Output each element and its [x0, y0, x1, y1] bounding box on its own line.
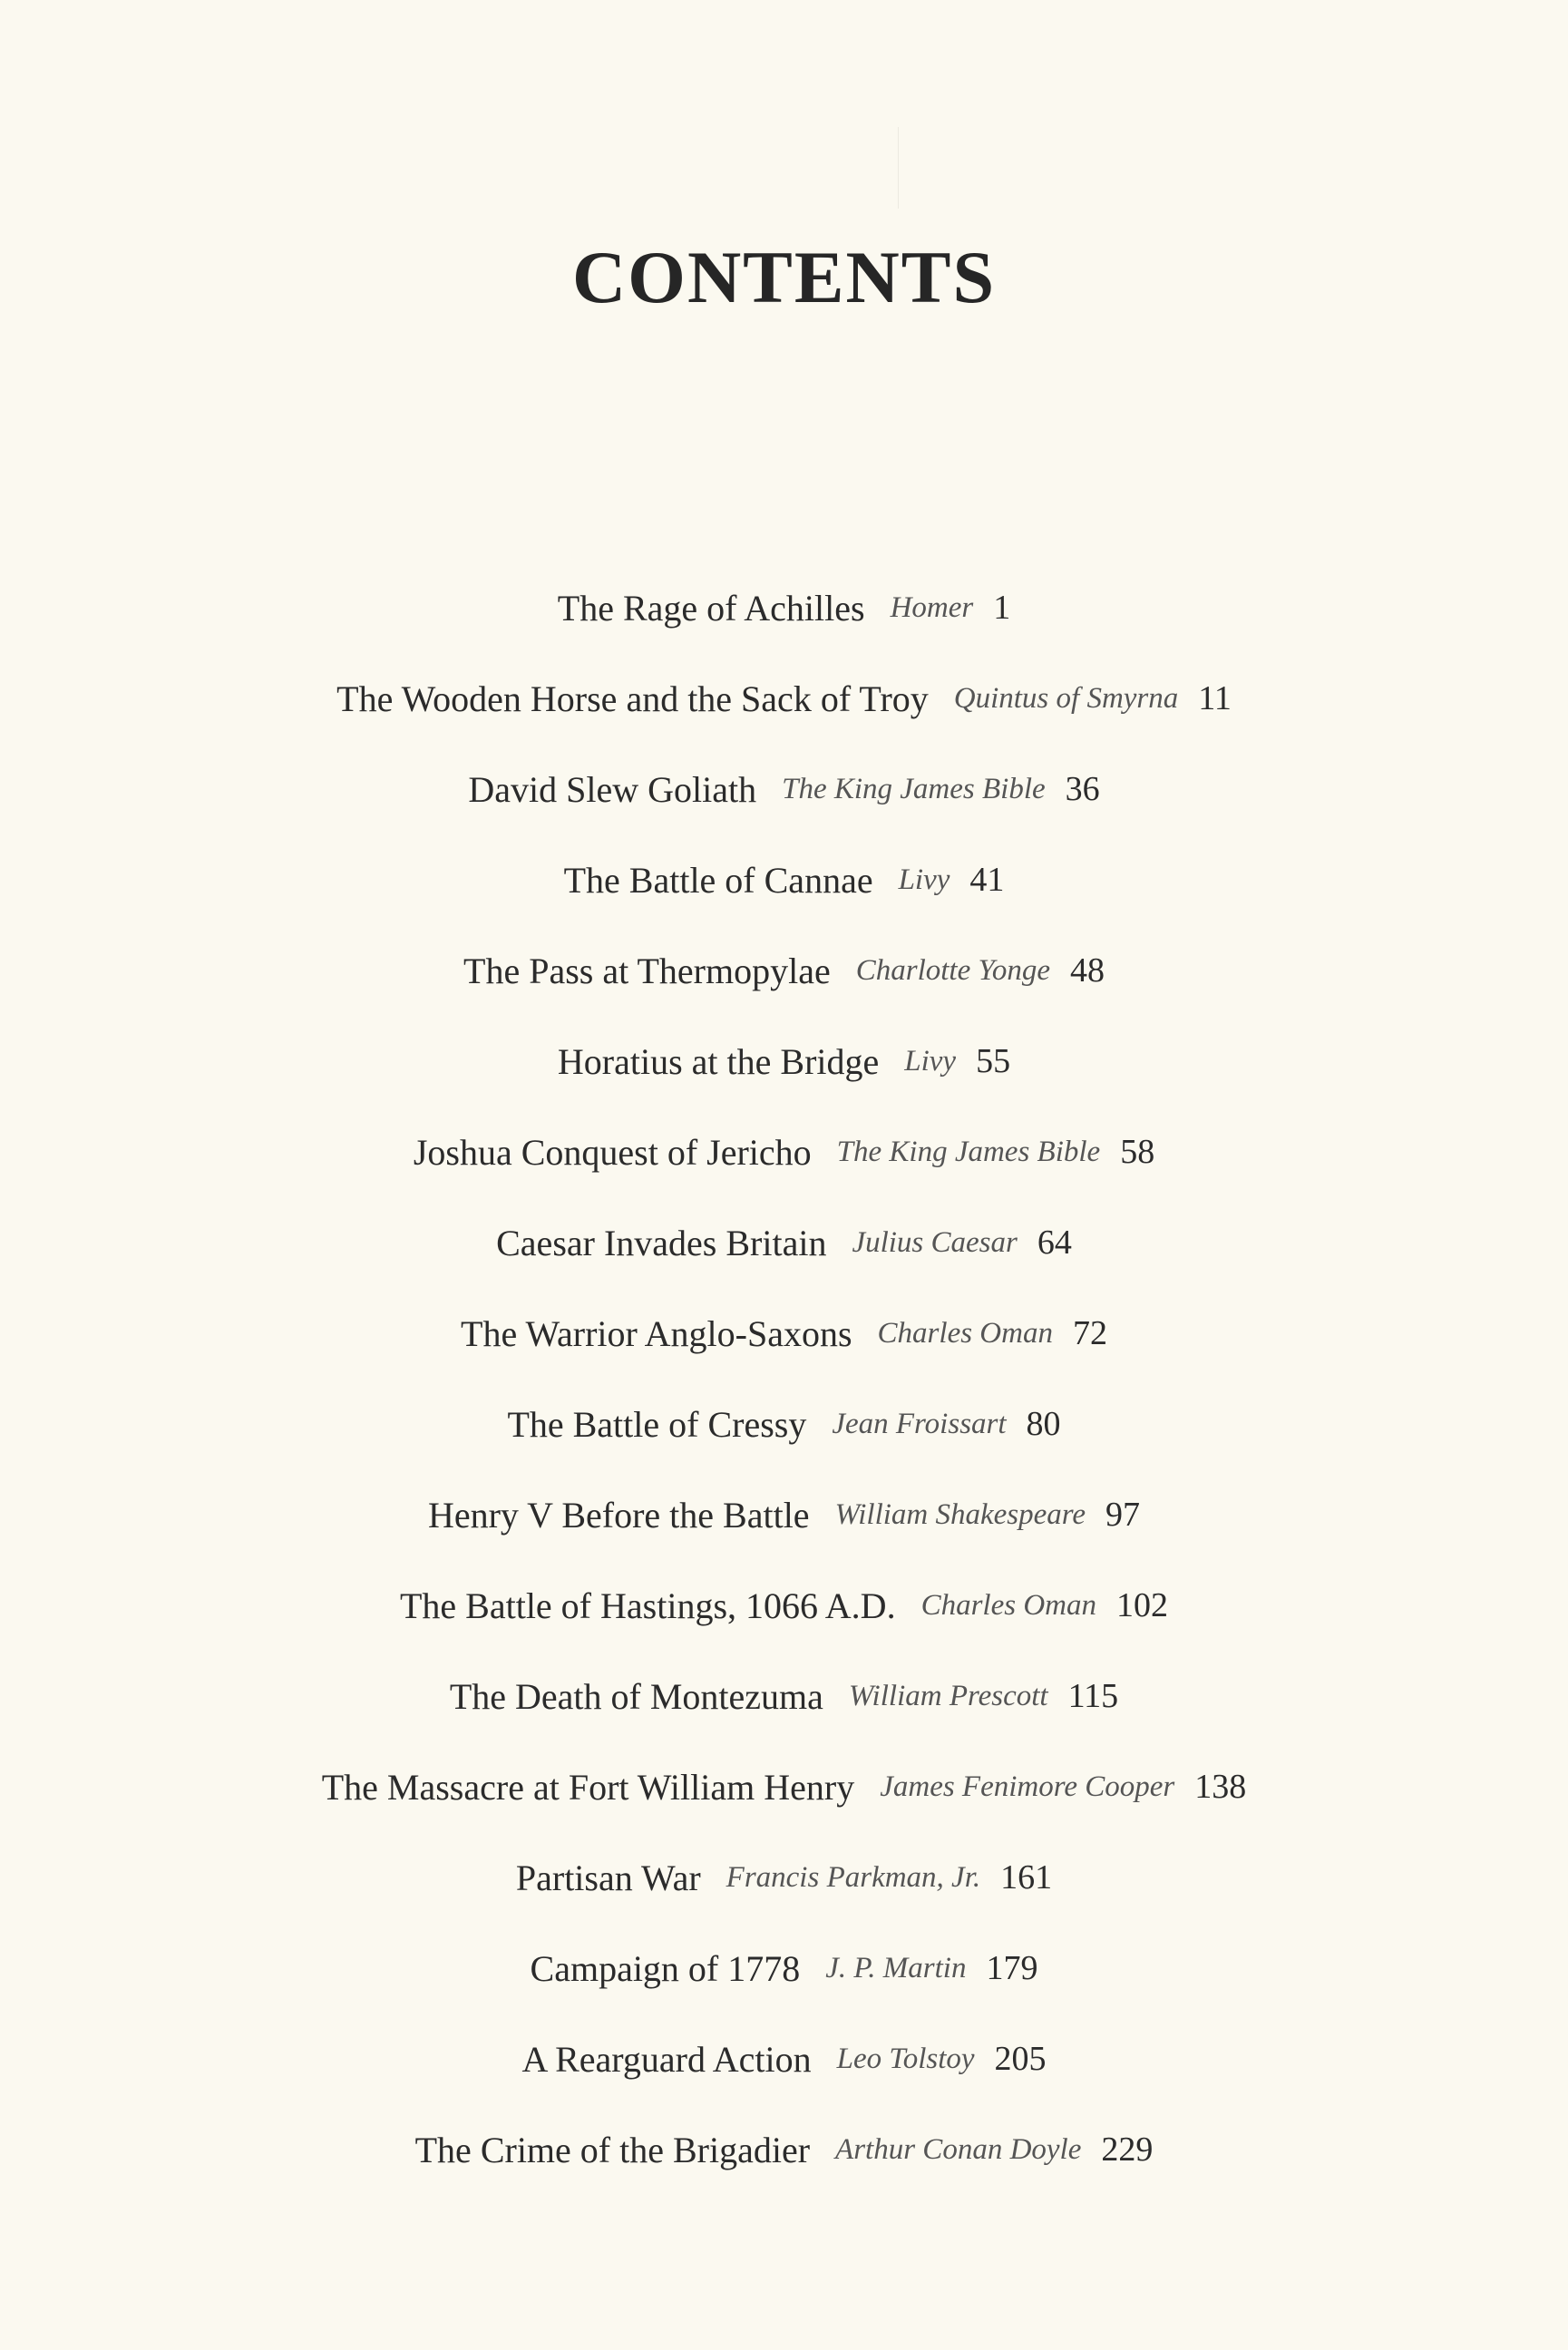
entry-page-number: 48	[1069, 951, 1105, 990]
entry-page-number: 41	[969, 861, 1005, 899]
entry-title: David Slew Goliath	[468, 768, 757, 810]
entry-author: Charlotte Yonge	[855, 953, 1050, 987]
entry-page-number: 102	[1116, 1586, 1169, 1624]
entry-page-number: 36	[1065, 770, 1100, 808]
entry-page-number: 179	[986, 1949, 1038, 1987]
entry-title: The Battle of Cressy	[507, 1403, 807, 1445]
entry-title: The Wooden Horse and the Sack of Troy	[336, 678, 929, 719]
entry-title: Henry V Before the Battle	[427, 1494, 810, 1536]
entry-page-number: 1	[993, 589, 1011, 627]
entry-page-number: 80	[1026, 1405, 1061, 1443]
entry-author: Livy	[904, 1044, 957, 1077]
page-crease	[898, 127, 899, 209]
toc-entry	[0, 1379, 1568, 1469]
toc-entry	[0, 925, 1568, 1016]
toc-entry	[0, 1107, 1568, 1197]
toc-entry	[0, 1560, 1568, 1651]
table-of-contents	[0, 562, 1568, 2195]
entry-title: The Massacre at Fort William Henry	[321, 1766, 855, 1808]
entry-author: Homer	[890, 590, 974, 624]
toc-entry	[0, 834, 1568, 925]
entry-author: James Fenimore Cooper	[880, 1770, 1175, 1803]
entry-author: Charles Oman	[920, 1588, 1097, 1622]
entry-author: William Shakespeare	[834, 1497, 1086, 1531]
entry-page-number: 64	[1037, 1224, 1072, 1262]
entry-page-number: 72	[1072, 1314, 1107, 1352]
toc-entry	[0, 1832, 1568, 1923]
entry-title: The Rage of Achilles	[557, 587, 865, 629]
toc-entry	[0, 1469, 1568, 1560]
entry-title: The Battle of Hastings, 1066 A.D.	[399, 1585, 896, 1626]
page-title: CONTENTS	[571, 235, 997, 318]
toc-entry	[0, 562, 1568, 653]
entry-title: Partisan War	[515, 1857, 701, 1898]
toc-entry	[0, 1016, 1568, 1107]
toc-entry	[0, 1651, 1568, 1741]
entry-page-number: 55	[976, 1042, 1011, 1080]
entry-page-number: 161	[1000, 1858, 1053, 1897]
entry-page-number: 138	[1194, 1768, 1247, 1806]
entry-title: The Crime of the Brigadier	[414, 2129, 811, 2170]
toc-entry	[0, 1923, 1568, 2014]
toc-entry	[0, 1197, 1568, 1288]
entry-title: The Warrior Anglo-Saxons	[461, 1312, 852, 1354]
entry-author: J. P. Martin	[825, 1951, 967, 1984]
entry-title: Horatius at the Bridge	[557, 1040, 880, 1082]
entry-author: Francis Parkman, Jr.	[726, 1860, 981, 1894]
entry-page-number: 115	[1067, 1677, 1119, 1715]
entry-title: Caesar Invades Britain	[496, 1222, 827, 1263]
entry-page-number: 229	[1101, 2131, 1154, 2169]
entry-author: Quintus of Smyrna	[953, 681, 1179, 715]
entry-author: Leo Tolstoy	[836, 2042, 975, 2075]
toc-entry	[0, 744, 1568, 834]
toc-entry	[0, 653, 1568, 744]
entry-page-number: 97	[1105, 1496, 1141, 1534]
entry-author: Arthur Conan Doyle	[835, 2132, 1082, 2166]
entry-page-number: 205	[994, 2040, 1047, 2078]
entry-title: Campaign of 1778	[530, 1947, 801, 1989]
entry-author: Julius Caesar	[852, 1225, 1018, 1259]
entry-title: A Rearguard Action	[521, 2038, 812, 2080]
entry-page-number: 58	[1120, 1133, 1155, 1171]
toc-entry	[0, 1288, 1568, 1379]
entry-title: The Battle of Cannae	[563, 859, 873, 901]
entry-author: Livy	[898, 863, 950, 896]
entry-author: William Prescott	[848, 1679, 1048, 1712]
entry-title: The Death of Montezuma	[449, 1675, 823, 1717]
entry-author: The King James Bible	[782, 772, 1046, 805]
entry-author: Jean Froissart	[832, 1407, 1007, 1440]
entry-title: Joshua Conquest of Jericho	[413, 1131, 812, 1173]
toc-entry	[0, 2104, 1568, 2195]
entry-page-number: 11	[1198, 679, 1232, 717]
toc-entry	[0, 2014, 1568, 2104]
entry-title: The Pass at Thermopylae	[463, 950, 831, 991]
toc-entry	[0, 1741, 1568, 1832]
entry-author: Charles Oman	[877, 1316, 1053, 1350]
entry-author: The King James Bible	[836, 1135, 1101, 1168]
